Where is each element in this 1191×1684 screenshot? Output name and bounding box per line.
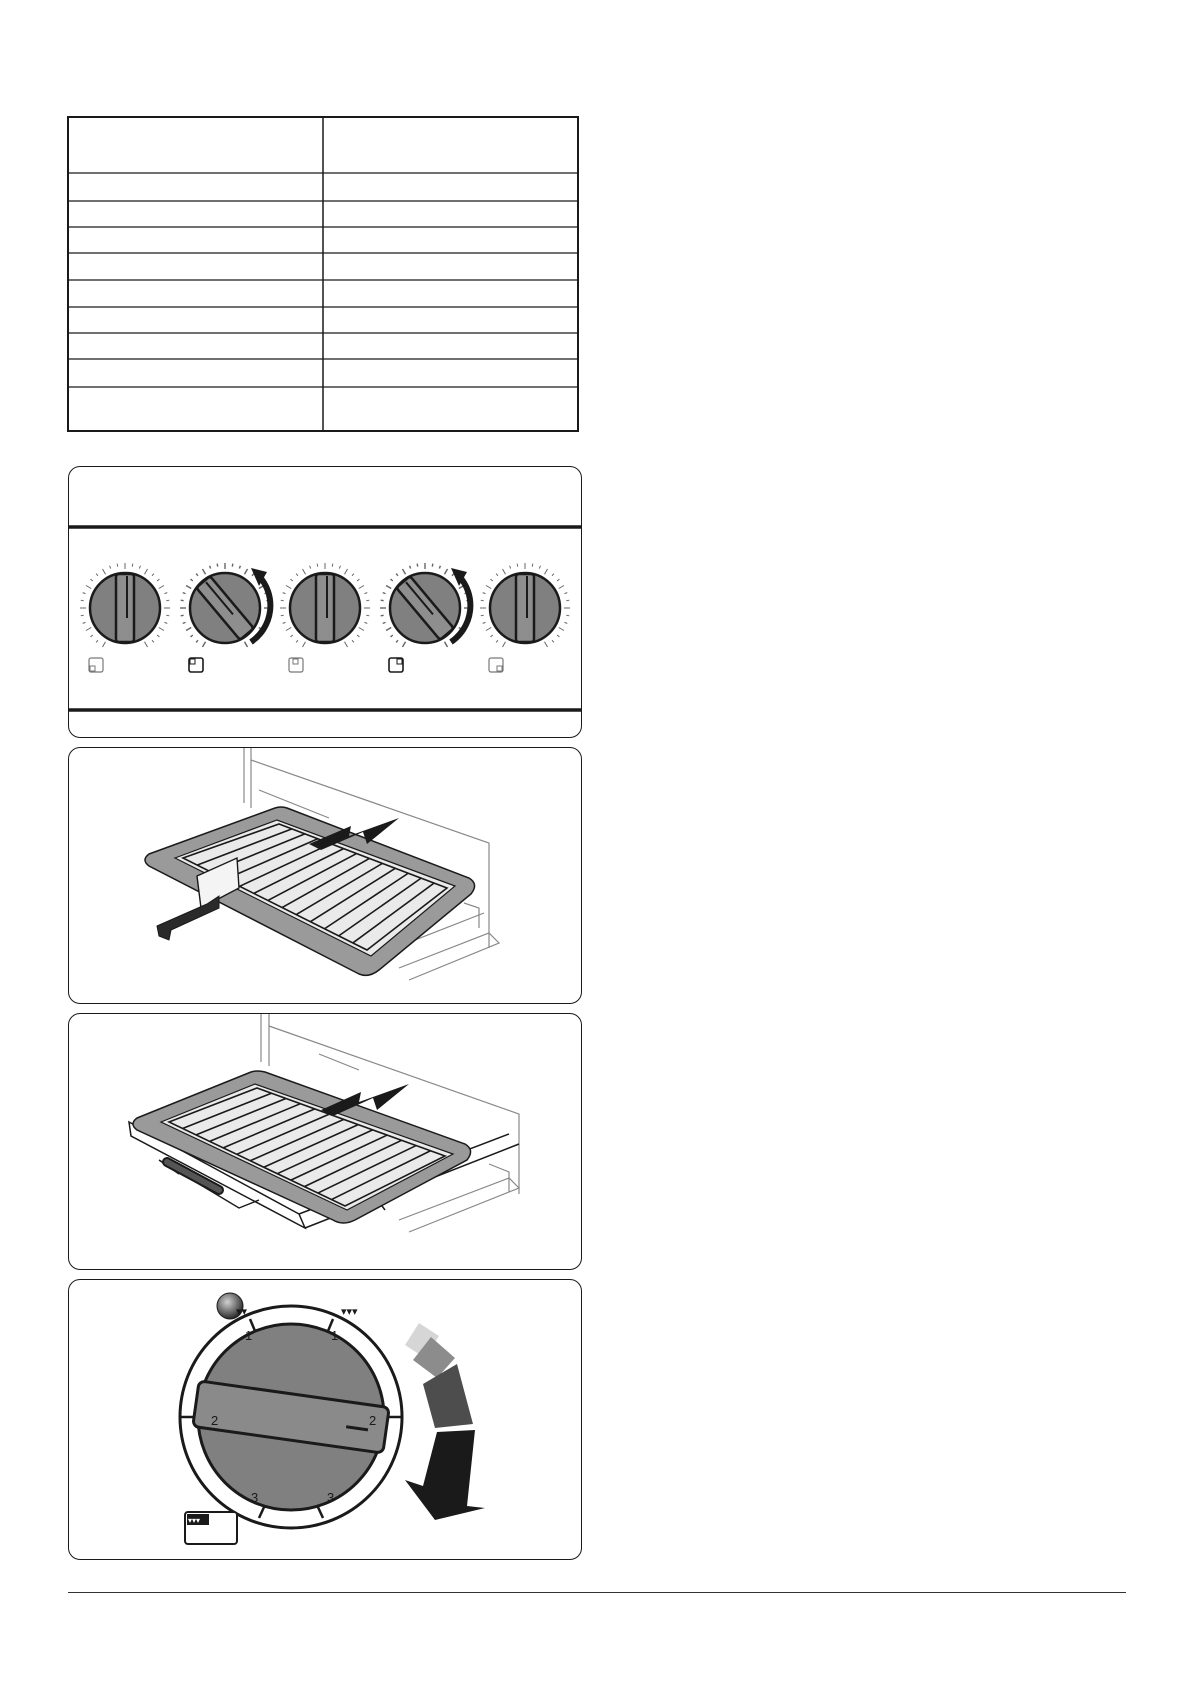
- control-knob[interactable]: [80, 563, 170, 672]
- grill-pan-handle-figure: [68, 747, 582, 1004]
- dial-label-right: 2: [369, 1413, 377, 1428]
- grill-badge-icon: [185, 1512, 237, 1544]
- knob-grip: [516, 574, 534, 642]
- control-knob[interactable]: [280, 563, 370, 672]
- half-grill-symbol: ▾▾: [236, 1305, 248, 1318]
- control-knob[interactable]: [380, 563, 470, 672]
- svg-text:▾▾▾: ▾▾▾: [188, 1516, 201, 1525]
- grill-control-knob[interactable]: [180, 1306, 402, 1528]
- hob-position-icon: [389, 658, 403, 672]
- hob-position-icon: [289, 658, 303, 672]
- control-knob[interactable]: [180, 563, 270, 672]
- knob-grip: [316, 574, 334, 642]
- heat-level-arrow: [405, 1323, 485, 1520]
- hob-position-icon: [189, 658, 203, 672]
- knob-grip: [116, 574, 134, 642]
- hob-position-icon: [489, 658, 503, 672]
- settings-table: [67, 116, 579, 432]
- dial-label-left: 2: [211, 1413, 219, 1428]
- grill-pan-runners-figure: [68, 1013, 582, 1270]
- grill-control-figure: [68, 1279, 582, 1560]
- dial-label-bottom-left: 3: [251, 1490, 259, 1505]
- footer-rule: [68, 1592, 1126, 1593]
- dial-label-top-right: 1: [331, 1328, 339, 1343]
- dial-label-bottom-right: 3: [327, 1490, 335, 1505]
- full-grill-symbol: ▾▾▾: [341, 1305, 358, 1318]
- control-knob[interactable]: [480, 563, 570, 672]
- hob-position-icon: [89, 658, 103, 672]
- dial-label-top-left: 1: [245, 1328, 253, 1343]
- control-panel-figure: [68, 466, 582, 738]
